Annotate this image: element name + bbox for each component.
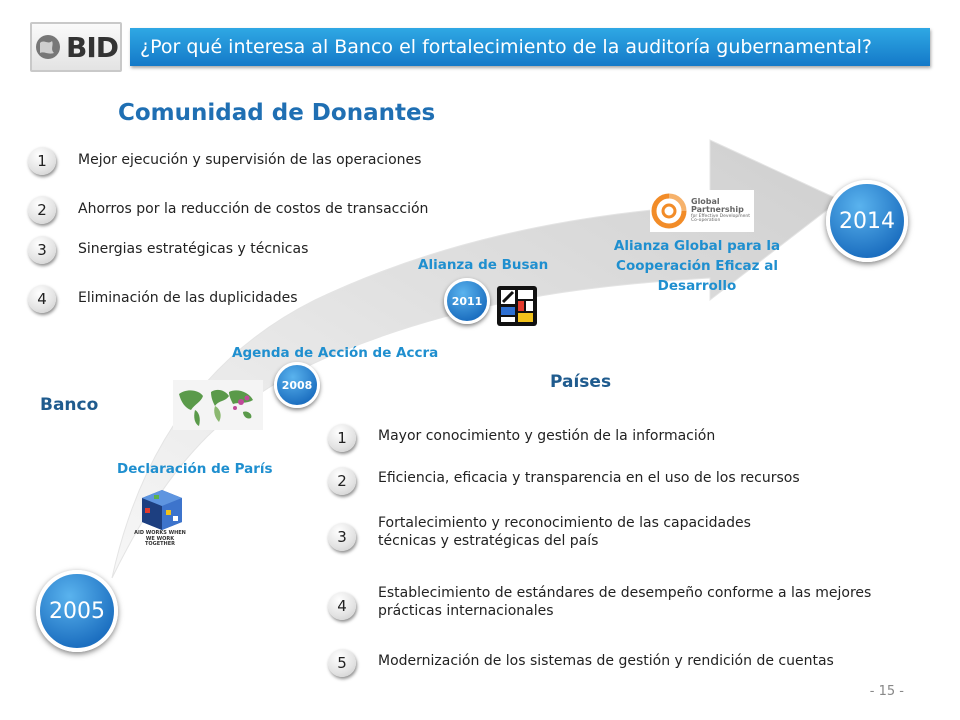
- country-item-4-line1: Establecimiento de estándares de desempeño conforme a las mejores: [378, 585, 872, 601]
- year-2014-circle: 2014: [826, 180, 908, 262]
- country-item-1: Mayor conocimiento y gestión de la información: [378, 428, 716, 444]
- year-2008-circle: 2008: [274, 362, 320, 408]
- country-item-3: [378, 514, 751, 550]
- donor-item-2: Ahorros por la reducción de costos de transacción: [78, 201, 429, 217]
- global-partnership-logo: [650, 190, 754, 232]
- donor-number-4: 4: [28, 285, 56, 313]
- busan-logo-icon: [496, 285, 538, 327]
- country-number-5: 5: [328, 649, 356, 677]
- country-number-3: 3: [328, 523, 356, 551]
- donor-item-1: Mejor ejecución y supervisión de las operaciones: [78, 152, 422, 168]
- donor-number-1: 1: [28, 147, 56, 175]
- logo-text: BID: [65, 30, 118, 64]
- bid-logo: [30, 22, 122, 72]
- country-item-5: Modernización de los sistemas de gestión y rendición de cuentas: [378, 653, 834, 669]
- gp-logo-line3: for Effective Development: [691, 213, 750, 219]
- page-number: - 15 -: [869, 684, 904, 699]
- gp-logo-line2: Partnership: [691, 205, 744, 215]
- donor-number-2: 2: [28, 196, 56, 224]
- global-label-line3: Desarrollo: [657, 278, 737, 294]
- donor-item-4: Eliminación de las duplicidades: [78, 290, 298, 306]
- partnership-ring-icon: [650, 192, 688, 230]
- global-label-line2: Cooperación Eficaz al: [616, 258, 778, 274]
- gp-logo-line4: Co-operation: [691, 218, 721, 224]
- world-map-icon: [173, 380, 263, 430]
- country-item-4: [378, 584, 871, 620]
- country-number-1: 1: [328, 424, 356, 452]
- year-2005-circle: 2005: [36, 570, 118, 652]
- donor-item-3: Sinergias estratégicas y técnicas: [78, 241, 309, 257]
- gp-logo-line1: Global: [691, 196, 720, 206]
- donors-heading: Comunidad de Donantes: [118, 100, 436, 126]
- busan-label: Alianza de Busan: [418, 257, 549, 273]
- country-item-3-line1: Fortalecimiento y reconocimiento de las capacidades: [378, 515, 751, 531]
- country-number-4: 4: [328, 592, 356, 620]
- global-partnership-label: [597, 236, 797, 296]
- donor-number-3: 3: [28, 236, 56, 264]
- accra-label: Agenda de Acción de Accra: [232, 345, 439, 361]
- global-label-line1: Alianza Global para la: [613, 238, 781, 254]
- countries-heading: Países: [550, 372, 612, 392]
- paris-logo-caption: AID WORKS WHEN WE WORK TOGETHER: [134, 530, 186, 547]
- country-number-2: 2: [328, 467, 356, 495]
- country-item-3-line2: técnicas y estratégicas del país: [378, 533, 599, 550]
- paris-label: Declaración de París: [117, 461, 273, 477]
- year-2011-circle: 2011: [444, 278, 490, 324]
- country-item-2: Eficiencia, eficacia y transparencia en el uso de los recursos: [378, 470, 800, 486]
- bank-heading: Banco: [40, 395, 99, 415]
- globe-icon: [34, 33, 62, 61]
- page-title: ¿Por qué interesa al Banco el fortalecimiento de la auditoría gubernamental?: [130, 28, 930, 66]
- country-item-4-line2: prácticas internacionales: [378, 603, 554, 620]
